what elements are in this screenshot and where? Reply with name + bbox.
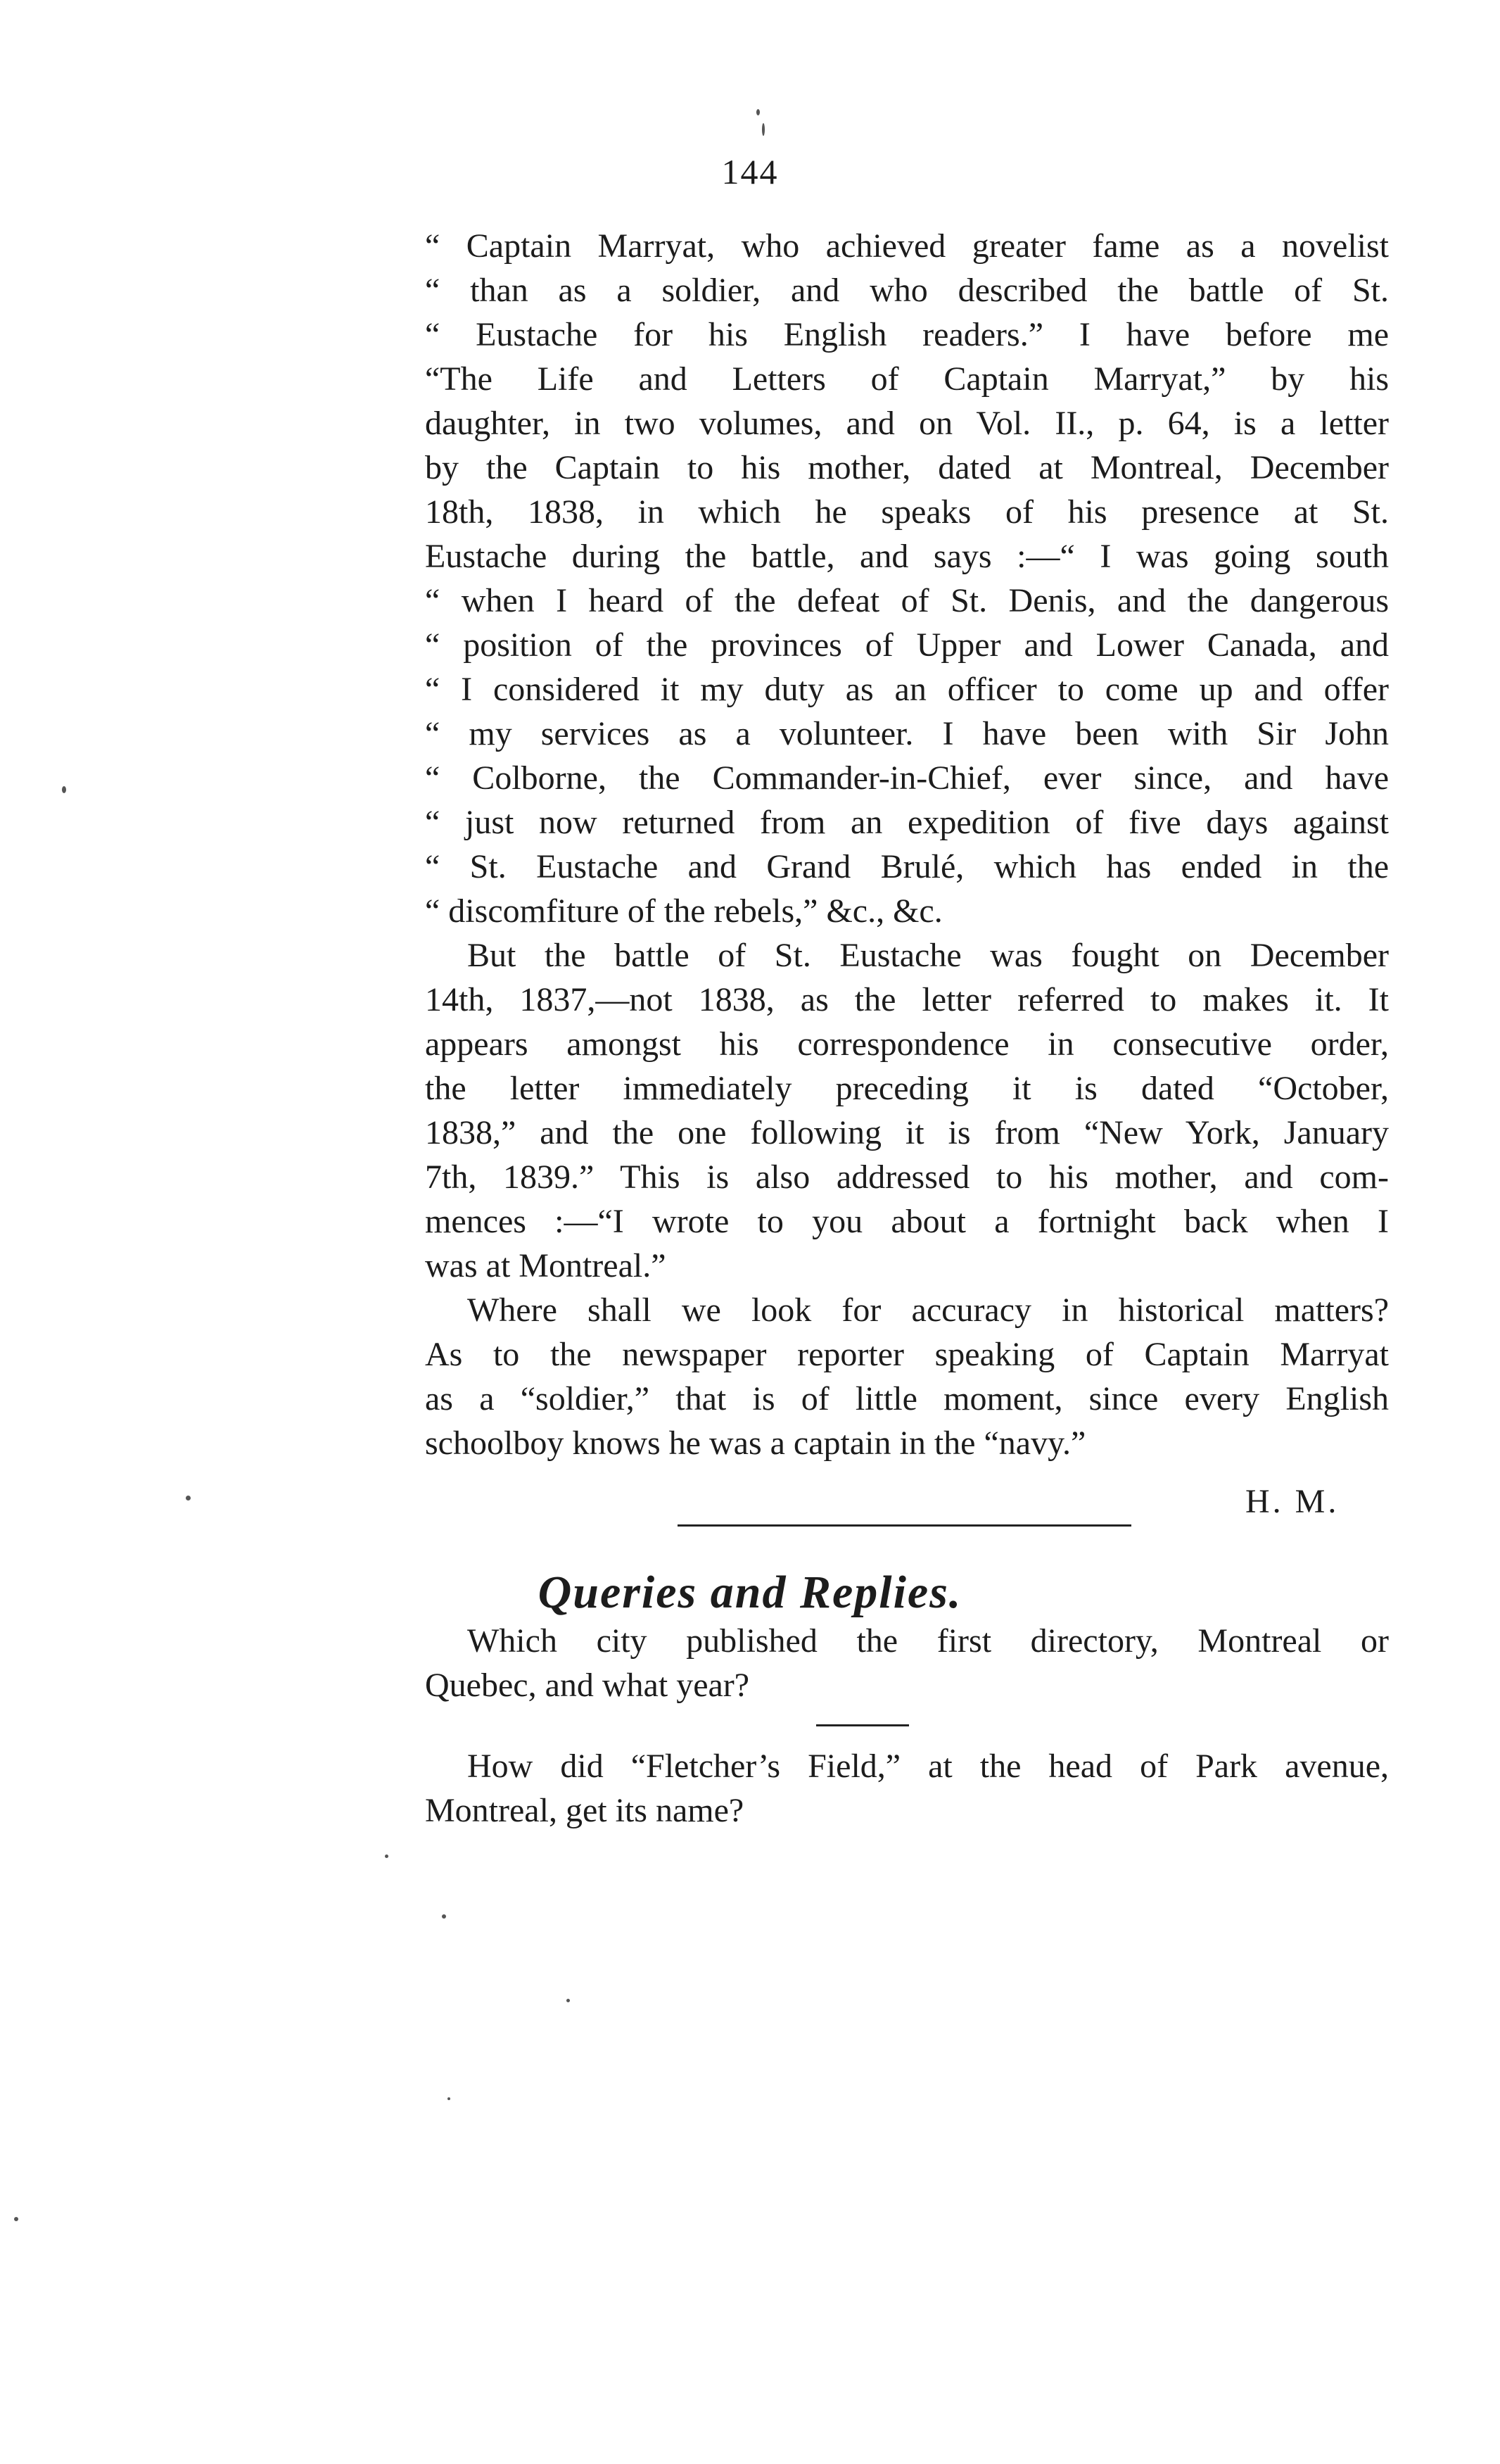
signature: H. M. — [1245, 1483, 1340, 1520]
article-line: “ when I heard of the defeat of St. Denis, and the dangerous — [425, 582, 1389, 619]
article-line: as a “soldier,” that is of little moment, since every English — [425, 1380, 1389, 1417]
scan-speck — [762, 123, 765, 136]
article-line: “ Eustache for his English readers.” I have before me — [425, 316, 1389, 353]
query-divider — [816, 1724, 909, 1726]
scan-speck — [566, 1999, 570, 2002]
article-line: Where shall we look for accuracy in historical matters? — [467, 1291, 1389, 1329]
page-number: 144 — [721, 152, 779, 191]
article-line: “ St. Eustache and Grand Brulé, which has ended in the — [425, 848, 1389, 885]
article-line: 7th, 1839.” This is also addressed to his mother, and com- — [425, 1158, 1389, 1196]
article-line: mences :—“I wrote to you about a fortnight back when I — [425, 1203, 1389, 1240]
article-line: But the battle of St. Eustache was fought on December — [467, 937, 1389, 974]
section-divider — [678, 1524, 1131, 1527]
article-line: “ than as a soldier, and who described the battle of St. — [425, 272, 1389, 309]
article-line: “ just now returned from an expedition of five days against — [425, 804, 1389, 841]
article-line: “ Colborne, the Commander-in-Chief, ever since, and have — [425, 759, 1389, 797]
query-line: Quebec, and what year? — [425, 1667, 750, 1704]
query-1 — [425, 1619, 1389, 1707]
query-line: Montreal, get its name? — [425, 1792, 744, 1829]
article-line: appears amongst his correspondence in consecutive order, — [425, 1025, 1389, 1063]
scan-speck — [385, 1855, 388, 1858]
scan-speck — [447, 2097, 450, 2100]
article-line: schoolboy knows he was a captain in the “navy.” — [425, 1424, 1086, 1462]
article-line: by the Captain to his mother, dated at Montreal, December — [425, 449, 1389, 486]
query-line: How did “Fletcher’s Field,” at the head of Park avenue, — [467, 1748, 1389, 1785]
article-line: “ position of the provinces of Upper and Lower Canada, and — [425, 626, 1389, 664]
scan-speck — [62, 786, 66, 793]
article-line: daughter, in two volumes, and on Vol. II., p. 64, is a letter — [425, 405, 1389, 442]
scan-speck — [186, 1496, 191, 1500]
article-line: “The Life and Letters of Captain Marryat,” by his — [425, 360, 1389, 398]
article-body — [425, 224, 1389, 1465]
scan-speck — [442, 1914, 446, 1919]
article-line: “ discomfiture of the rebels,” &c., &c. — [425, 892, 943, 930]
query-2 — [425, 1744, 1389, 1833]
article-line: the letter immediately preceding it is dated “October, — [425, 1070, 1389, 1107]
query-line: Which city published the first directory, Montreal or — [467, 1622, 1389, 1660]
scan-speck — [756, 109, 760, 115]
scan-speck — [14, 2217, 18, 2221]
article-line: “ Captain Marryat, who achieved greater fame as a novelist — [425, 227, 1389, 265]
section-heading: Queries and Replies. — [538, 1567, 962, 1618]
article-line: “ I considered it my duty as an officer to come up and offer — [425, 671, 1389, 708]
article-line: As to the newspaper reporter speaking of Captain Marryat — [425, 1336, 1389, 1373]
article-line: 14th, 1837,—not 1838, as the letter referred to makes it. It — [425, 981, 1389, 1018]
article-line: Eustache during the battle, and says :—“ I was going south — [425, 538, 1389, 575]
article-line: 18th, 1838, in which he speaks of his presence at St. — [425, 493, 1389, 531]
article-line: was at Montreal.” — [425, 1247, 666, 1284]
article-line: 1838,” and the one following it is from “New York, January — [425, 1114, 1389, 1151]
article-line: “ my services as a volunteer. I have been with Sir John — [425, 715, 1389, 752]
